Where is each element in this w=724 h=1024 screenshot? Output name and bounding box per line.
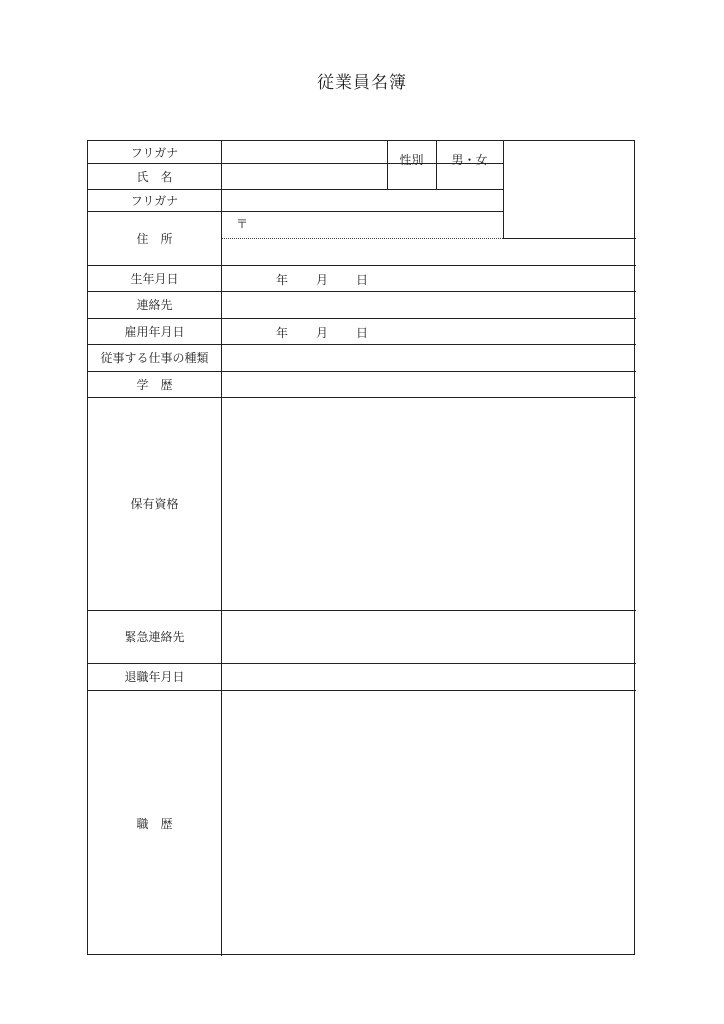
contact-label: 連絡先 <box>136 298 173 312</box>
employment-month-unit: 月 <box>316 326 329 340</box>
birth-year-unit: 年 <box>276 273 289 287</box>
furigana-name-label: フリガナ <box>130 145 179 160</box>
furigana-address-label: フリガナ <box>130 193 179 208</box>
emergency-contact-label: 緊急連絡先 <box>124 630 185 644</box>
gender-label: 性別 <box>399 153 424 167</box>
page-title: 従業員名簿 <box>317 73 407 93</box>
address-label: 住 所 <box>136 231 173 246</box>
row-divider <box>503 238 636 239</box>
postal-mark: 〒 <box>236 217 249 231</box>
birth-day-unit: 日 <box>356 273 369 287</box>
label-column-divider <box>221 141 222 956</box>
birth-date-label: 生年月日 <box>130 271 179 286</box>
work-history-label: 職 歴 <box>136 816 173 831</box>
photo-box-divider <box>503 141 504 238</box>
gender-value: 男・女 <box>451 153 488 167</box>
employment-date-label: 雇用年月日 <box>124 324 185 339</box>
name-label: 氏 名 <box>136 169 173 184</box>
employment-year-unit: 年 <box>276 326 289 340</box>
qualifications-label: 保有資格 <box>130 497 179 511</box>
birth-month-unit: 月 <box>316 273 329 287</box>
education-label: 学 歴 <box>136 377 173 392</box>
employment-day-unit: 日 <box>356 326 369 340</box>
employee-register-form <box>87 140 635 955</box>
retirement-date-label: 退職年月日 <box>124 670 185 684</box>
job-type-label: 従事する仕事の種類 <box>100 351 209 365</box>
postal-dotted-line <box>222 238 503 239</box>
